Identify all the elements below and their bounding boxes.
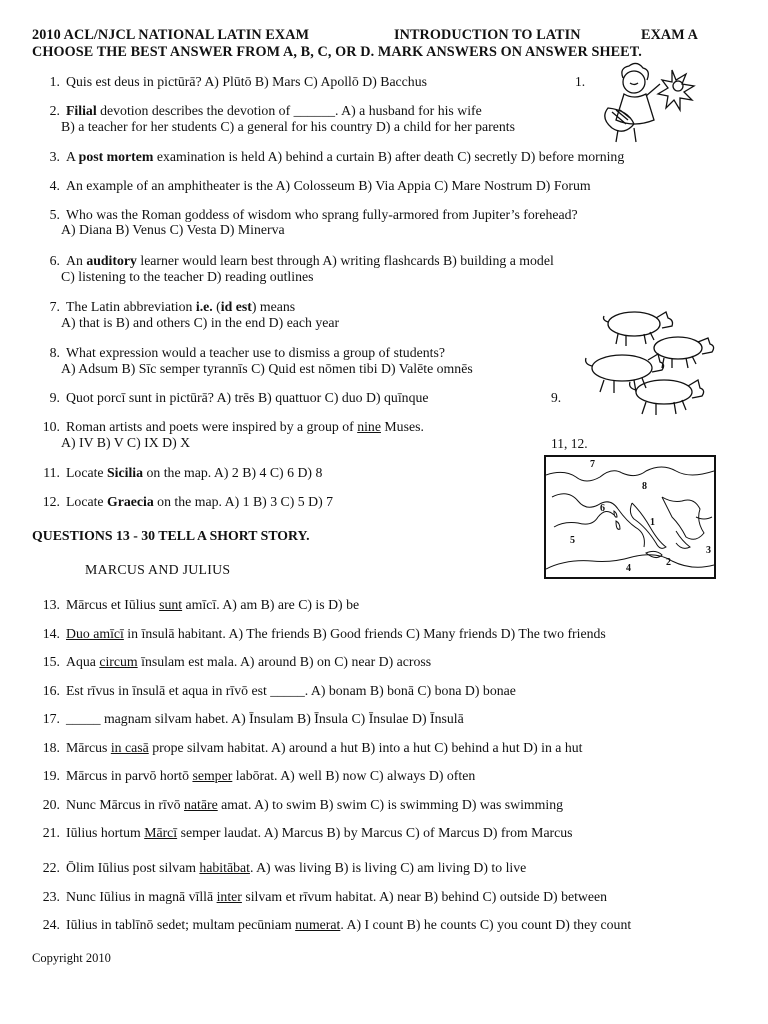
map-label: 11, 12. [551, 436, 588, 451]
question-2: 2. Filial devotion describes the devotion of ______. A) a husband for his wife [49, 103, 482, 118]
question-21: 21. Iūlius hortum Mārcī semper laudat. A) Marcus B) by Marcus C) of Marcus D) from Marcus [42, 825, 573, 840]
sardinia [616, 521, 620, 529]
question-22: 22. Ōlim Iūlius post silvam habitābat. A) was living B) is living C) am living D) to live [42, 860, 527, 875]
section-heading: QUESTIONS 13 - 30 TELL A SHORT STORY. [32, 528, 310, 543]
question-23: 23. Nunc Iūlius in magnā vīllā inter silvam et rīvum habitat. A) near B) behind C) outside D) between [42, 889, 608, 904]
map-num-4: 4 [626, 563, 631, 574]
question-5: 5. Who was the Roman goddess of wisdom who sprang fully-armored from Jupiter’s forehead? [49, 207, 578, 222]
question-10-cont: A) IV B) V C) IX D) X [61, 435, 191, 450]
question-12: 12. Locate Graecia on the map. A) 1 B) 3 C) 5 D) 7 [42, 494, 334, 509]
exam-title-left: 2010 ACL/NJCL NATIONAL LATIN EXAM [32, 27, 310, 43]
pig-1 [604, 312, 673, 346]
apollo-illustration [594, 62, 710, 146]
picture-9-label: 9. [551, 390, 562, 405]
map-drawing [546, 457, 714, 577]
picture-1-label: 1. [575, 74, 586, 89]
pigs-illustration [576, 300, 722, 420]
question-3: 3. A post mortem examination is held A) behind a curtain B) after death C) secretly D) before morning [49, 149, 625, 164]
apollo-head [623, 71, 645, 93]
map-num-2: 2 [666, 557, 671, 568]
question-6-cont: C) listening to the teacher D) reading outlines [61, 269, 314, 284]
question-1: 1. Quis est deus in pictūrā? A) Plūtō B) Mars C) Apollō D) Bacchus [49, 74, 427, 89]
italy [630, 503, 666, 548]
lyre [605, 108, 634, 131]
apollo-smile [630, 83, 638, 85]
question-20: 20. Nunc Mārcus in rīvō natāre amat. A) to swim B) swim C) is swimming D) was swimming [42, 797, 564, 812]
question-8-cont: A) Adsum B) Sīc semper tyrannīs C) Quid est nōmen tibi D) Valēte omnēs [61, 361, 473, 376]
exam-title-mid: INTRODUCTION TO LATIN [394, 27, 581, 43]
question-6: 6. An auditory learner would learn best through A) writing flashcards B) building a model [49, 253, 554, 268]
question-10: 10. Roman artists and poets were inspired by a group of nine Muses. [42, 419, 424, 434]
question-11: 11. Locate Sicilia on the map. A) 2 B) 4 C) 6 D) 8 [43, 465, 323, 480]
question-7-cont: A) that is B) and others C) in the end D) each year [61, 315, 340, 330]
iberia-south-coast [554, 511, 614, 527]
question-9: 9. Quot porcī sunt in pictūrā? A) trēs B) quattuor C) duo D) quīnque [49, 390, 429, 405]
question-7: 7. The Latin abbreviation i.e. (id est) means [49, 299, 296, 314]
exam-instructions: CHOOSE THE BEST ANSWER FROM A, B, C, OR D. MARK ANSWERS ON ANSWER SHEET. [32, 44, 642, 60]
pig-4 [630, 380, 704, 415]
greece [676, 531, 690, 548]
map-num-1: 1 [650, 517, 655, 528]
exam-title-right: EXAM A [641, 27, 698, 43]
northern-coast [546, 467, 714, 481]
question-13: 13. Mārcus et Iūlius sunt amīcī. A) am B) are C) is D) be [42, 597, 360, 612]
map-num-5: 5 [570, 535, 575, 546]
question-15: 15. Aqua circum īnsulam est mala. A) around B) on C) near D) across [42, 654, 432, 669]
map-num-7: 7 [590, 459, 595, 470]
map-num-8: 8 [642, 481, 647, 492]
story-title: MARCUS AND JULIUS [85, 562, 231, 577]
copyright: Copyright 2010 [32, 951, 111, 965]
question-4: 4. An example of an amphitheater is the A) Colosseum B) Via Appia C) Mare Nostrum D) Forum [49, 178, 591, 193]
iberia-gaul-coast [552, 494, 644, 547]
corsica [614, 511, 617, 517]
question-2-cont: B) a teacher for her students C) a general for his country D) a child for her parents [61, 119, 515, 134]
question-14: 14. Duo amīcī in īnsulā habitant. A) The friends B) Good friends C) Many friends D) The two friends [42, 626, 606, 641]
mediterranean-map [544, 455, 716, 579]
question-5-cont: A) Diana B) Venus C) Vesta D) Minerva [61, 222, 285, 237]
map-num-6: 6 [600, 503, 605, 514]
question-8: 8. What expression would a teacher use to dismiss a group of students? [49, 345, 445, 360]
question-18: 18. Mārcus in casā prope silvam habitat. A) around a hut B) into a hut C) behind a hut D) in a hut [42, 740, 583, 755]
question-24: 24. Iūlius in tablīnō sedet; multam pecūniam numerat. A) I count B) he counts C) you count D) they count [42, 917, 632, 932]
question-16: 16. Est rīvus in īnsulā et aqua in rīvō est _____. A) bonam B) bonā C) bona D) bonae [42, 683, 516, 698]
question-19: 19. Mārcus in parvō hortō semper labōrat. A) well B) now C) always D) often [42, 768, 476, 783]
question-17: 17. _____ magnam silvam habet. A) Īnsulam B) Īnsula C) Īnsulae D) Īnsulā [42, 711, 464, 726]
pig-3 [586, 354, 664, 393]
map-num-3: 3 [706, 545, 711, 556]
exam-title [32, 27, 698, 44]
